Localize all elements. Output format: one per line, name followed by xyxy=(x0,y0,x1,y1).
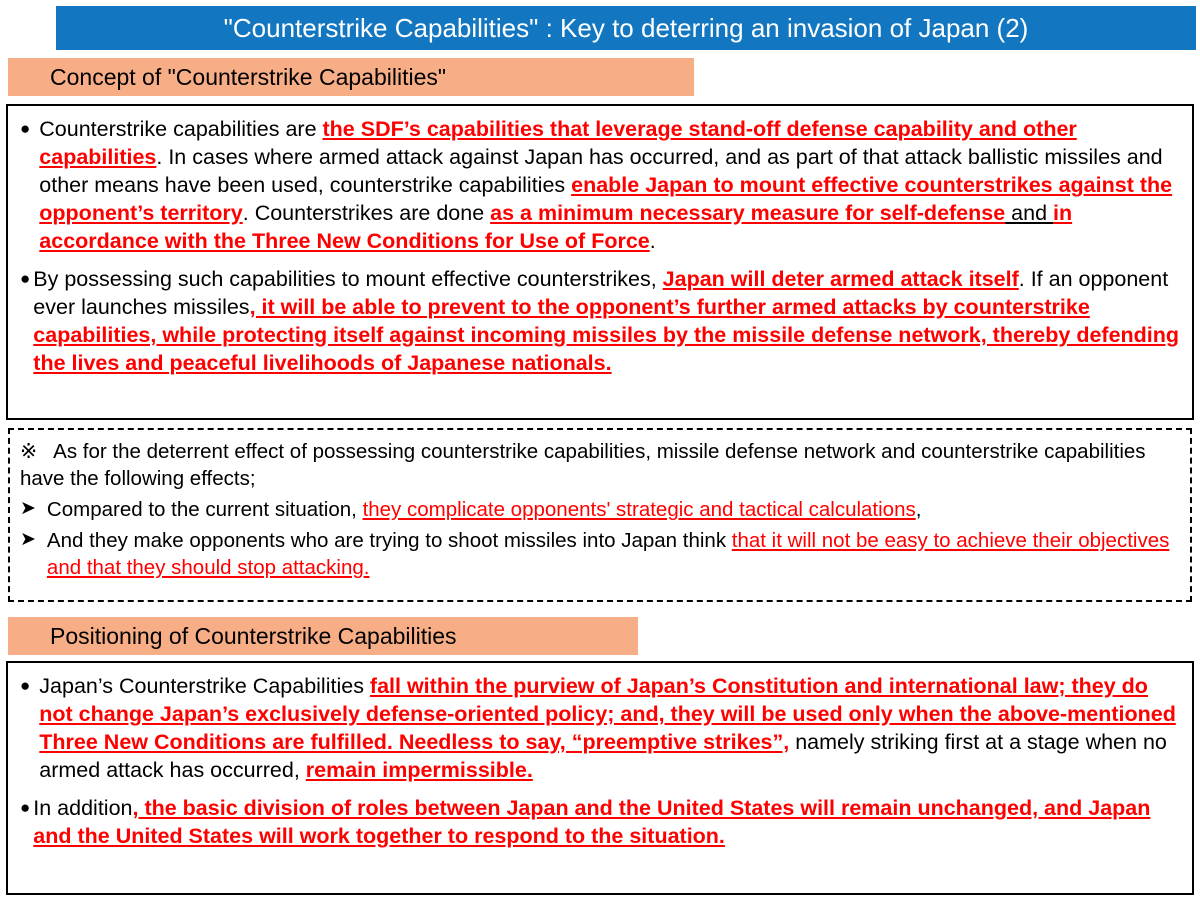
note-intro-text: As for the deterrent effect of possessing counterstrike capabilities, missile defense network and counterstrike capabilities have the following effects; xyxy=(20,440,1146,491)
bullet-marker-icon: ● xyxy=(20,797,31,817)
concept-bullet-2-text: By possessing such capabilities to mount effective counterstrikes, Japan will deter armed attack itself. If an opponent ever launches missiles, it will be able to prevent to the opponent’s further armed attacks by counterstrike capabilities, while protecting itself against incoming missiles by the missile defense network, thereby defending the lives and peaceful livelihoods of Japanese nationals. xyxy=(33,266,1180,375)
positioning-bullet-2-text: In addition, the basic division of roles between Japan and the United States will remain unchanged, and Japan and the United States will work together to respond to the situation. xyxy=(33,795,1151,848)
note-item-1 xyxy=(20,496,1180,523)
positioning-bullet-1 xyxy=(20,673,1180,785)
note-item-1-text: Compared to the current situation, they complicate opponents' strategic and tactical calculations, xyxy=(46,498,922,522)
arrow-right-icon: ➤ xyxy=(20,529,36,551)
positioning-bullet-2 xyxy=(20,795,1180,851)
concept-bullet-2 xyxy=(20,266,1180,378)
page-title: "Counterstrike Capabilities" : Key to deterring an invasion of Japan (2) xyxy=(56,6,1196,50)
bullet-marker-icon: ● xyxy=(20,268,31,288)
note-marker-icon: ※ xyxy=(20,440,38,463)
note-box xyxy=(8,428,1192,602)
concept-bullet-1 xyxy=(20,116,1180,256)
positioning-bullet-1-text: Japan’s Counterstrike Capabilities fall within the purview of Japan’s Constitution and international law; they do not change Japan’s exclusively defense-oriented policy; and, they will be used only when the above-mentioned Three New Conditions are fulfilled. Needless to say, “preemptive strikes”, namely striking first at a stage when no armed attack has occurred, remain impermissible. xyxy=(39,674,1176,782)
positioning-content-box xyxy=(6,661,1194,895)
arrow-right-icon: ➤ xyxy=(20,498,36,520)
note-item-2 xyxy=(20,527,1180,581)
note-intro-line xyxy=(20,438,1180,492)
concept-bullet-1-text: Counterstrike capabilities are the SDF’s capabilities that leverage stand-off defense capability and other capabilities. In cases where armed attack against Japan has occurred, and as part of that attack ballistic missiles and other means have been used, counterstrike capabilities enable Japan to mount effective counterstrikes against the opponent’s territory. Counterstrikes are done as a minimum necessary measure for self-defense and in accordance with the Three New Conditions for Use of Force. xyxy=(39,117,1173,253)
concept-section-banner: Concept of "Counterstrike Capabilities" xyxy=(8,58,694,96)
bullet-marker-icon: ● xyxy=(20,676,31,695)
positioning-section-banner: Positioning of Counterstrike Capabilities xyxy=(8,617,638,655)
bullet-marker-icon: ● xyxy=(20,119,31,138)
note-item-2-text: And they make opponents who are trying to shoot missiles into Japan think that it will not be easy to achieve their objectives and that they should stop attacking. xyxy=(46,529,1170,580)
concept-content-box xyxy=(6,104,1194,420)
